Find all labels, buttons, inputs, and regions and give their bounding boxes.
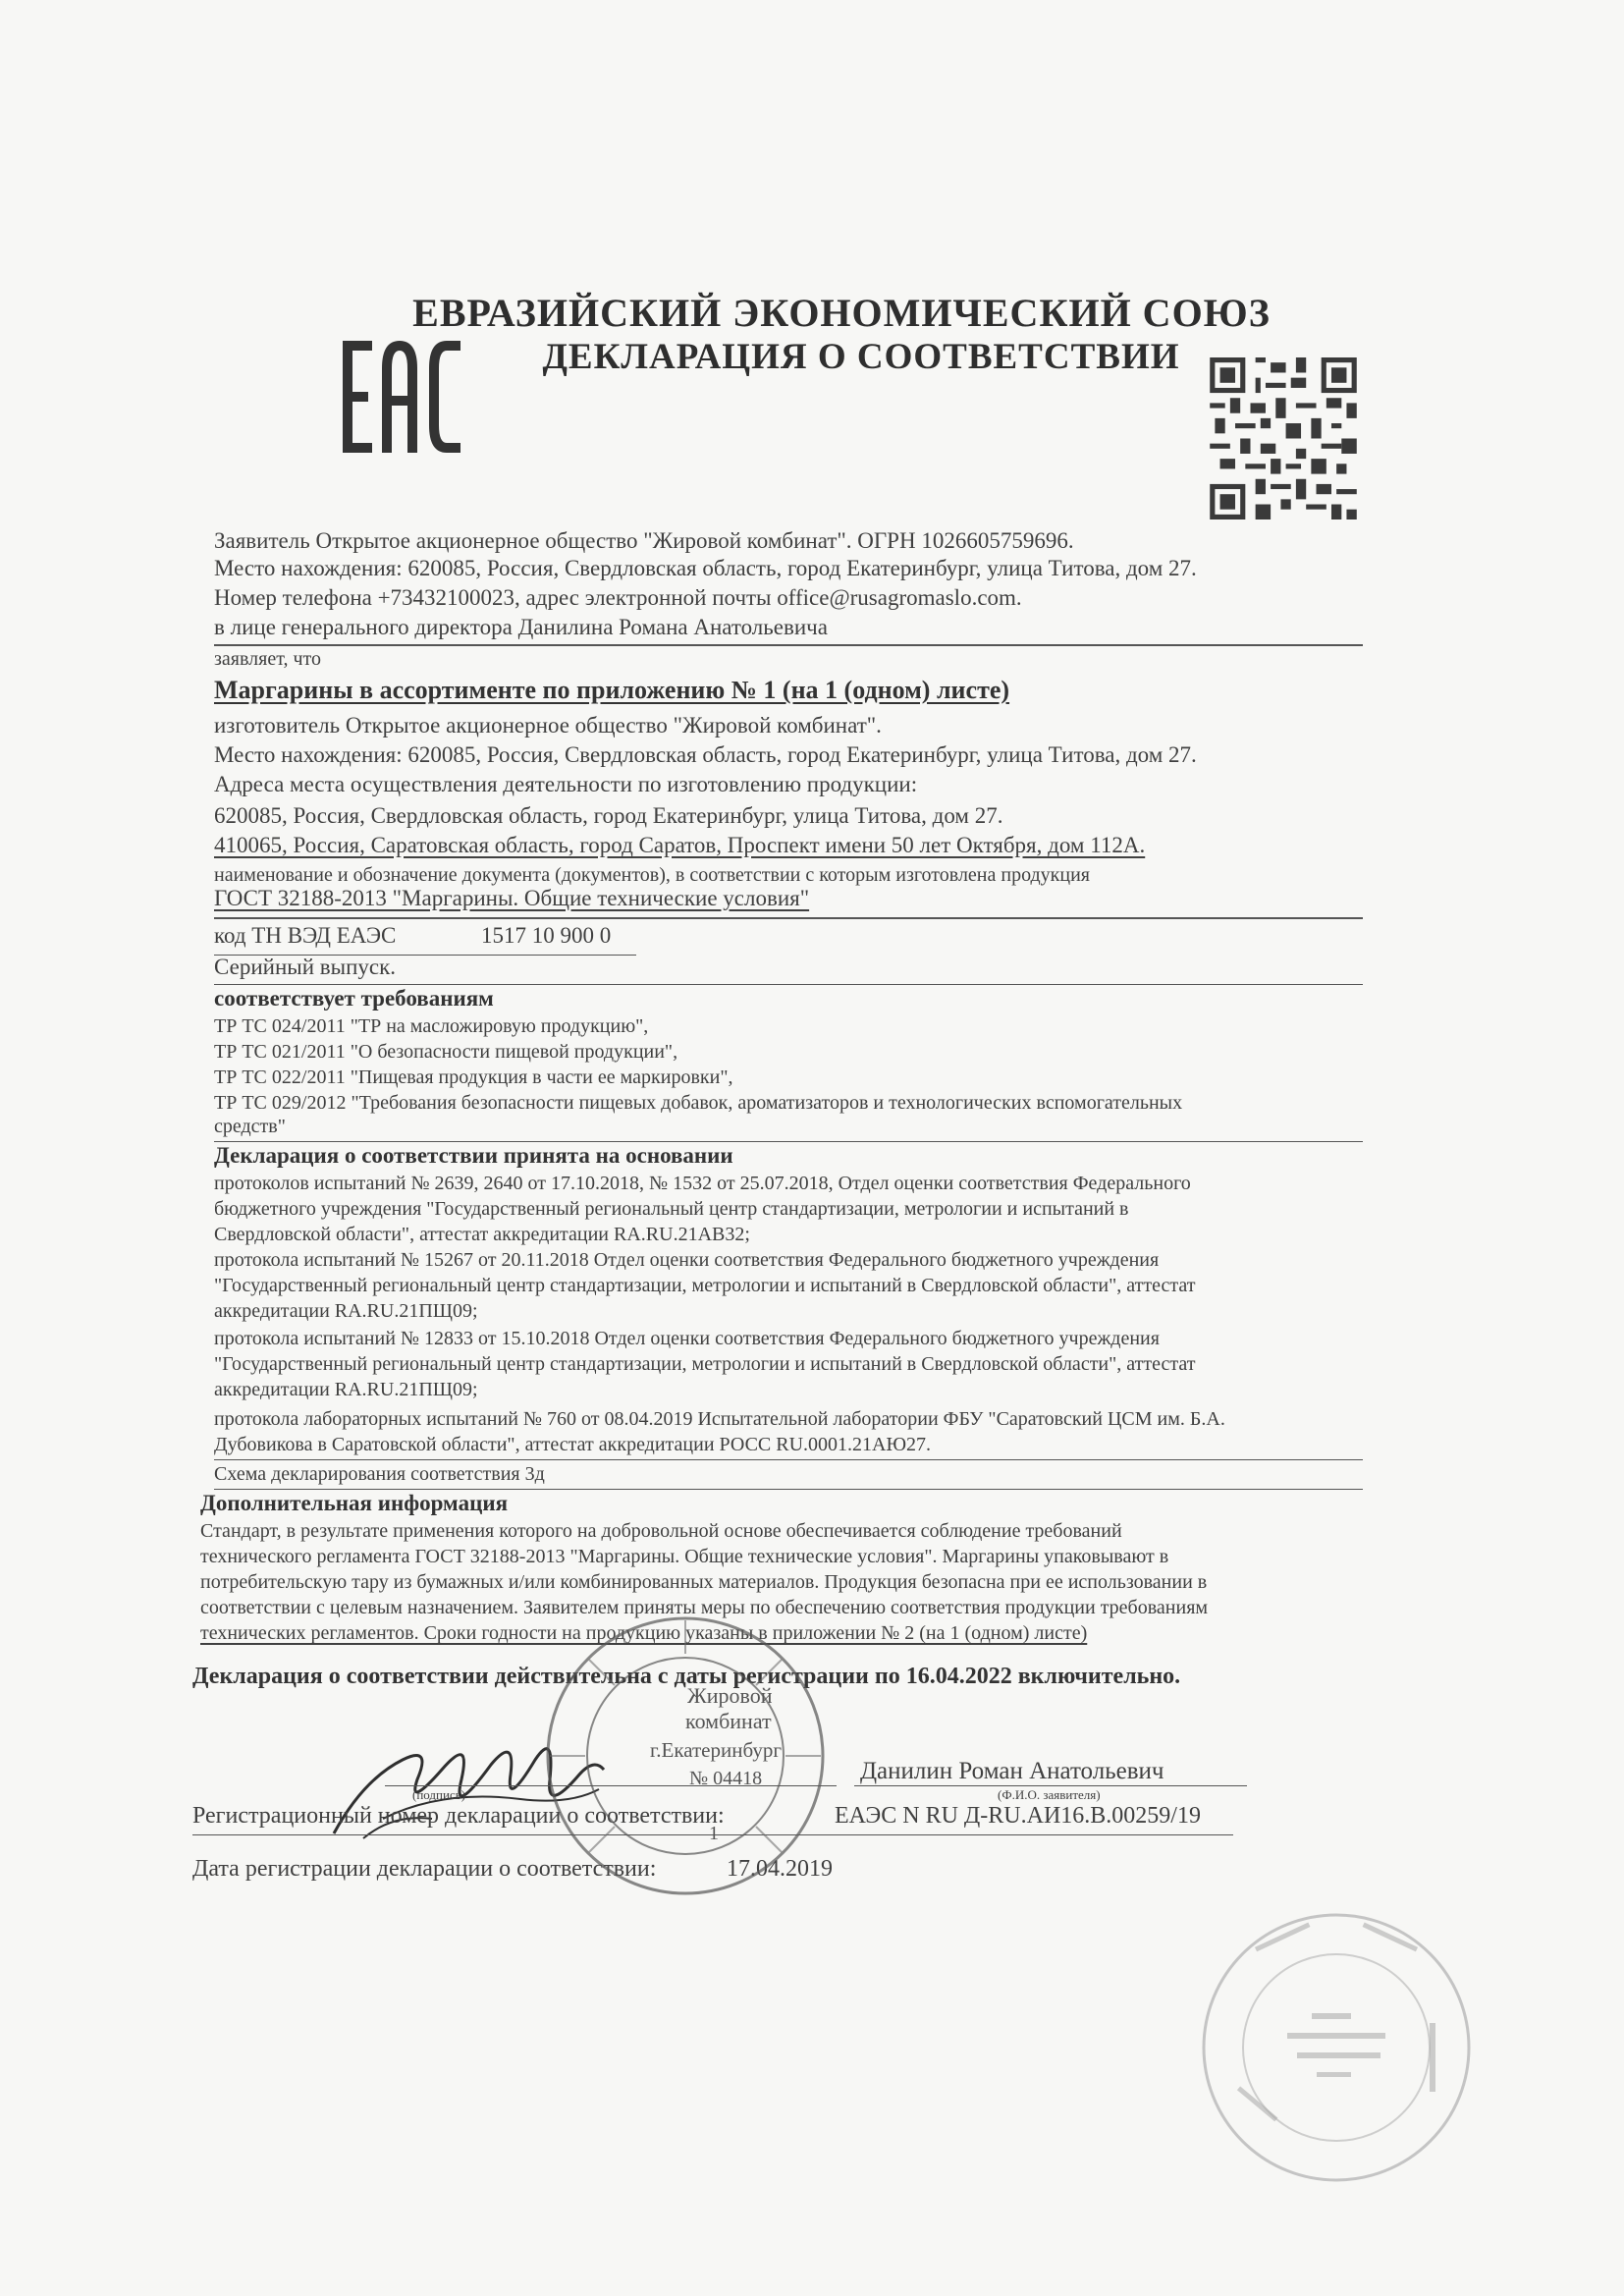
applicant-representative: в лице генерального директора Данилина Романа Анатольевича [214,615,828,639]
tnved-label: код ТН ВЭД ЕАЭС [214,923,397,948]
additional-text: потребительскую тару из бумажных и/или комбинированных материалов. Продукция безопасна при ее использовании в [200,1571,1208,1593]
divider [214,917,1363,919]
production-site-2: 410065, Россия, Саратовская область, город Саратов, Проспект имени 50 лет Октября, дом 112А. [214,833,1146,857]
basis-text: протокола лабораторных испытаний № 760 от 08.04.2019 Испытательной лаборатории ФБУ "Саратовский ЦСМ им. Б.А. [214,1408,1225,1430]
union-title: ЕВРАЗИЙСКИЙ ЭКОНОМИЧЕСКИЙ СОЮЗ [412,291,1271,335]
product-title: Маргарины в ассортименте по приложению № 1 (на 1 (одном) листе) [214,676,1010,704]
name-line [854,1785,1247,1786]
document-title: ДЕКЛАРАЦИЯ О СООТВЕТСТВИИ [542,337,1180,377]
registration-number-label: Регистрационный номер декларации о соответствии: [192,1803,725,1829]
requirement-item-cont: средств" [214,1116,286,1137]
production-site-1: 620085, Россия, Свердловская область, город Екатеринбург, улица Титова, дом 27. [214,803,1003,828]
basis-text: аккредитации RA.RU.21ПЩ09; [214,1300,478,1322]
gost-reference: ГОСТ 32188-2013 "Маргарины. Общие технические условия" [214,886,810,910]
basis-text: Дубовикова в Саратовской области", аттестат аккредитации РОСС RU.0001.21АЮ27. [214,1434,932,1455]
document-caption: наименование и обозначение документа (документов), в соответствии с которым изготовлена продукция [214,864,1091,886]
seal-digit: 1 [709,1823,719,1844]
declaration-scheme: Схема декларирования соответствия 3д [214,1463,545,1485]
seal-number: № 04418 [689,1768,763,1789]
applicant-contacts: Номер телефона +73432100023, адрес электронной почты office@rusagromaslo.com. [214,585,1022,610]
validity-statement: Декларация о соответствии действительна с даты регистрации по 16.04.2022 включительно. [192,1664,1181,1689]
tnved-code: 1517 10 900 0 [481,923,612,948]
qr-code-icon [1210,357,1357,519]
signature-caption: (подпись) [412,1787,465,1802]
seal-text: комбинат [685,1709,772,1733]
signatory-name: Данилин Роман Анатольевич [860,1758,1164,1784]
manufacturer-address: Место нахождения: 620085, Россия, Свердловская область, город Екатеринбург, улица Титова, дом 27. [214,742,1197,767]
basis-text: протокола испытаний № 12833 от 15.10.2018 Отдел оценки соответствия Федерального бюджетного учреждения [214,1328,1160,1349]
divider [214,1141,1363,1142]
manufacturer-line: изготовитель Открытое акционерное общество "Жировой комбинат". [214,713,882,738]
basis-text: аккредитации RA.RU.21ПЩ09; [214,1379,478,1400]
divider [214,644,1363,646]
name-caption: (Ф.И.О. заявителя) [998,1787,1101,1802]
additional-text: технического регламента ГОСТ 32188-2013 "Маргарины. Общие технические условия". Маргарины упаковывают в [200,1546,1169,1567]
declares-label: заявляет, что [214,648,321,670]
applicant-address: Место нахождения: 620085, Россия, Свердловская область, город Екатеринбург, улица Титова, дом 27. [214,556,1197,580]
requirement-item: ТР ТС 029/2012 "Требования безопасности пищевых добавок, ароматизаторов и технологических вспомогательных [214,1092,1183,1114]
additional-text: Стандарт, в результате применения которого на добровольной основе обеспечивается соблюдение требований [200,1520,1122,1542]
registration-number: ЕАЭС N RU Д-RU.АИ16.В.00259/19 [835,1803,1201,1829]
additional-text: технических регламентов. Сроки годности на продукцию указаны в приложении № 2 (на 1 (одном) листе) [200,1622,1088,1644]
basis-text: бюджетного учреждения "Государственный региональный центр стандартизации, метрологии и испытаний в [214,1198,1129,1220]
requirement-item: ТР ТС 024/2011 "ТР на масложировую продукцию", [214,1015,649,1037]
basis-text: "Государственный региональный центр стандартизации, метрологии и испытаний в Свердловской области", аттестат [214,1353,1196,1375]
registration-date-label: Дата регистрации декларации о соответствии: [192,1856,657,1882]
additional-heading: Дополнительная информация [200,1491,509,1515]
additional-text: соответствии с целевым назначением. Заявителем приняты меры по обеспечению соответствия продукции требованиям [200,1597,1209,1618]
requirements-heading: соответствует требованиям [214,986,494,1011]
basis-text: протокола испытаний № 15267 от 20.11.2018 Отдел оценки соответствия Федерального бюджетного учреждения [214,1249,1160,1271]
registration-date: 17.04.2019 [727,1856,833,1882]
basis-text: протоколов испытаний № 2639, 2640 от 17.10.2018, № 1532 от 25.07.2018, Отдел оценки соответствия Федерального [214,1173,1191,1194]
divider [214,1489,1363,1490]
basis-text: "Государственный региональный центр стандартизации, метрологии и испытаний в Свердловской области", аттестат [214,1275,1196,1296]
applicant-line: Заявитель Открытое акционерное общество "Жировой комбинат". ОГРН 1026605759696. [214,528,1074,553]
requirement-item: ТР ТС 021/2011 "О безопасности пищевой продукции", [214,1041,678,1063]
seal-text: г.Екатеринбург [650,1738,782,1762]
requirement-item: ТР ТС 022/2011 "Пищевая продукция в части ее маркировки", [214,1066,733,1088]
divider [214,984,1363,985]
basis-heading: Декларация о соответствии принята на основании [214,1143,733,1168]
seal-text: Жировой [687,1683,773,1708]
basis-text: Свердловской области", аттестат аккредитации RA.RU.21АВ32; [214,1224,750,1245]
serial-release: Серийный выпуск. [214,955,397,979]
production-sites-label: Адреса места осуществления деятельности по изготовлению продукции: [214,772,918,796]
divider [214,1459,1363,1460]
faint-stamp [1194,1905,1479,2190]
